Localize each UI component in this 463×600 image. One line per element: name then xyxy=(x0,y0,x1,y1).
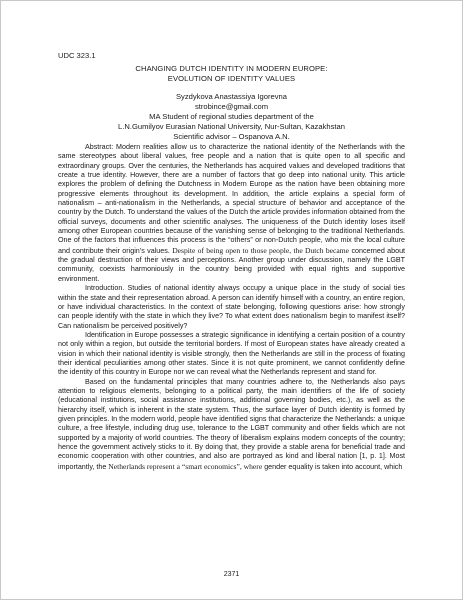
title-line-2: EVOLUTION OF IDENTITY VALUES xyxy=(167,73,296,83)
body-paragraph-2-text-c: gender equality is taken into account, which xyxy=(264,462,403,471)
author-affiliation: L.N.Gumilyov Eurasian National University, Nur-Sultan, Kazakhstan xyxy=(118,122,345,131)
abstract-text-c: concerned about the gradual destruction of their views and perceptions. Another group under discussion, namely the LGBT community, coexists harmoniously in the country being provided with equal rights and supportive environment. xyxy=(58,246,406,283)
author-email: strobince@gmail.com xyxy=(194,102,269,111)
body-paragraph-2-text-a: Based on the fundamental principles that many countries adhere to, the Netherlands also pays attention to religious elements, belonging to a political party, the main identifiers of the life of society (educational institutions, social assistance institutions, additional governing bodies, etc.), as well as the hierarchy itself, which is inherent in the state system. Thus, the surface layer of Dutch identity is formed by given principles. In the modern world, people have identified signs that characterize the Netherlands: a unique culture, a free lifestyle, including drug use, tolerance to the LGBT community and other fields which are not supported by a majority of world countries. The theory of liberalism explains modern concepts of the country; hence the government actively sticks to it. By doing that, they provide a stable arena for beneficial trade and economic cooperation with other countries, and also are portrayed as kind and liberal nation [1, p. 1]. Most importantly, the xyxy=(58,377,405,471)
scientific-advisor: Scientific advisor – Ospanova A.N. xyxy=(173,132,290,141)
title-line-1: CHANGING DUTCH IDENTITY IN MODERN EUROPE: xyxy=(135,64,328,73)
abstract-paragraph xyxy=(58,143,405,284)
page-number: 2371 xyxy=(223,571,240,578)
introduction-text: Studies of national identity always occupy a unique place in the study of social ties within the state and their representation abroad. A person can identify himself with a country, an entire region, or have individual characteristics. In the context of state belonging, following questions arise: how strongly can people identify with the state in which they live? To what extent does nationalism begin to manifest itself? Can nationalism be perceived positively? xyxy=(58,284,405,330)
introduction-lead: Introduction. xyxy=(85,284,125,293)
article-body xyxy=(58,143,405,472)
introduction-paragraph xyxy=(58,284,405,331)
author-position: MA Student of regional studies department of the xyxy=(149,112,314,121)
author-name: Syzdykova Anastassiya Igorevna xyxy=(175,92,287,101)
abstract-text-b: Despite of being open to those people, the Dutch became xyxy=(172,245,350,255)
body-paragraph-2 xyxy=(58,378,405,472)
author-block xyxy=(58,92,405,142)
body-paragraph-2-text-b: Netherlands represent a “smart economics”, where xyxy=(108,461,263,471)
body-paragraph-1: Identification in Europe possesses a strategic significance in identifying a certain position of a country not only within a region, but outside the territorial borders. If most of European states have already created a vision in which their national identity is visible strongly, then the Netherlands are still in the process of fixating their identical peculiarities among other states. Since it is not quite prominent, we cannot confidently define the identity of this country in Europe nor we can reveal what the Netherlands represent and stand for. xyxy=(58,330,405,377)
abstract-text-a: Modern realities allow us to characterize the national identity of the Netherlands with the same stereotypes about liberal values, free people and a nation that is quite open to all specific and extraordinary groups. Over the centuries, the Netherlands has acquired values and developed traditions that create a true identity. However, there are a number of factors that go deep into national unity. This article explores the problem of defining the Dutchness in Modern Europe as the nation have been obtaining more progressive elements throughout its development. In addition, the article explains a special form of nationalism – anti-nationalism in the Netherlands, a special structure of behavior and acceptance of the country by the Dutch. To understand the values of the Dutch the article provides information obtained from the official surveys, documents and other scientific analyses. The uniqueness of the Dutch identity loses itself among other European countries because of the vanishing sense of belonging to the traditional Netherlands. One of the factors that influences this process is the “others” or non-Dutch people, who mix the local culture and contribute their origin’s values. xyxy=(58,143,406,255)
abstract-lead: Abstract: xyxy=(85,143,114,151)
udc-code: UDC 323.1 xyxy=(58,51,96,60)
article-title xyxy=(58,64,405,83)
